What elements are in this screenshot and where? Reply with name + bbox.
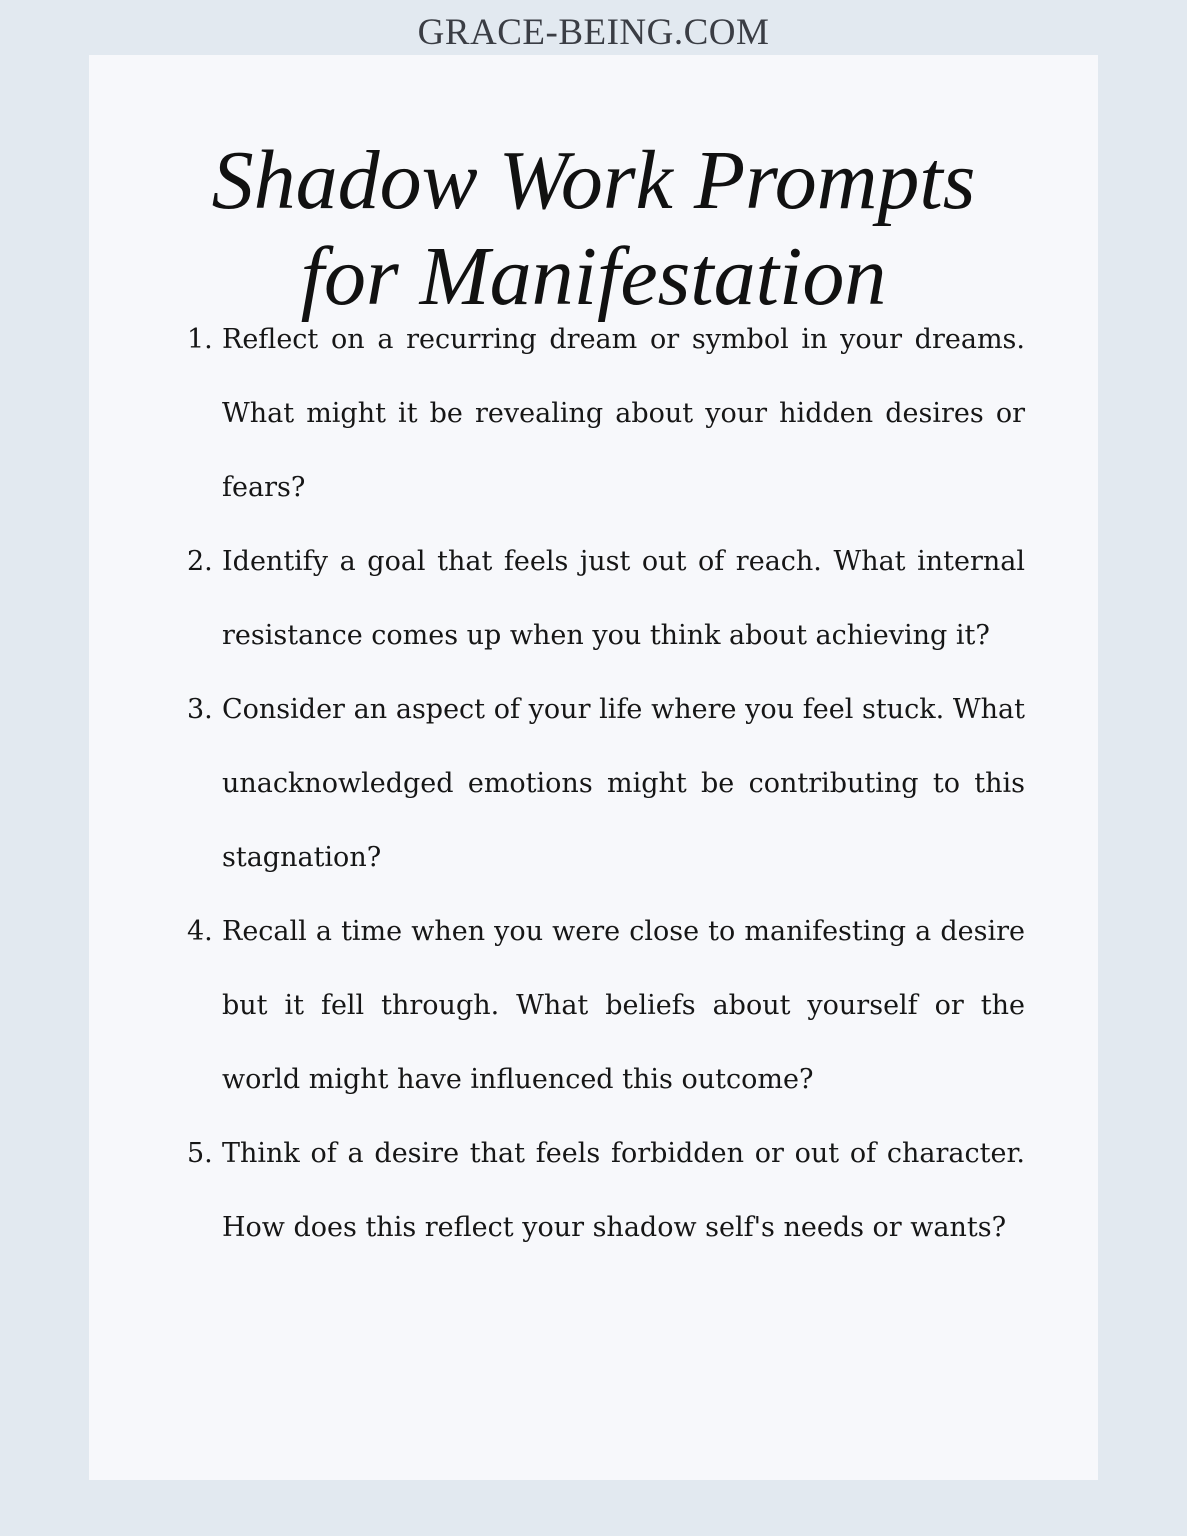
prompt-text: Identify a goal that feels just out of reach. What internal resistance comes up when you think about achieving it? [222, 546, 1025, 651]
prompt-text: Recall a time when you were close to manifesting a desire but it fell through. What beliefs about yourself or the world might have influenced this outcome? [222, 916, 1025, 1095]
prompt-number: 3. [187, 694, 213, 725]
prompt-text: Consider an aspect of your life where you feel stuck. What unacknowledged emotions might be contributing to this stagnation? [222, 694, 1025, 873]
prompt-number: 1. [187, 324, 213, 355]
prompt-item [187, 673, 1025, 895]
site-name: GRACE-BEING.COM [417, 12, 770, 53]
prompt-item [187, 895, 1025, 1117]
prompt-item [187, 525, 1025, 673]
prompt-item [187, 303, 1025, 525]
title-line-2: for Manifestation [300, 230, 887, 323]
prompt-item [187, 1117, 1025, 1265]
title-line-1: Shadow Work Prompts [211, 134, 976, 227]
prompt-text: Think of a desire that feels forbidden or out of character. How does this reflect your shadow self's needs or wants? [222, 1138, 1025, 1243]
prompt-number: 2. [187, 546, 213, 577]
prompt-list [187, 303, 1025, 1265]
page-title [89, 133, 1098, 325]
prompt-number: 4. [187, 916, 213, 947]
prompts-card [89, 55, 1098, 1480]
prompt-text: Reflect on a recurring dream or symbol in your dreams. What might it be revealing about your hidden desires or fears? [222, 324, 1025, 503]
prompt-number: 5. [187, 1138, 213, 1169]
